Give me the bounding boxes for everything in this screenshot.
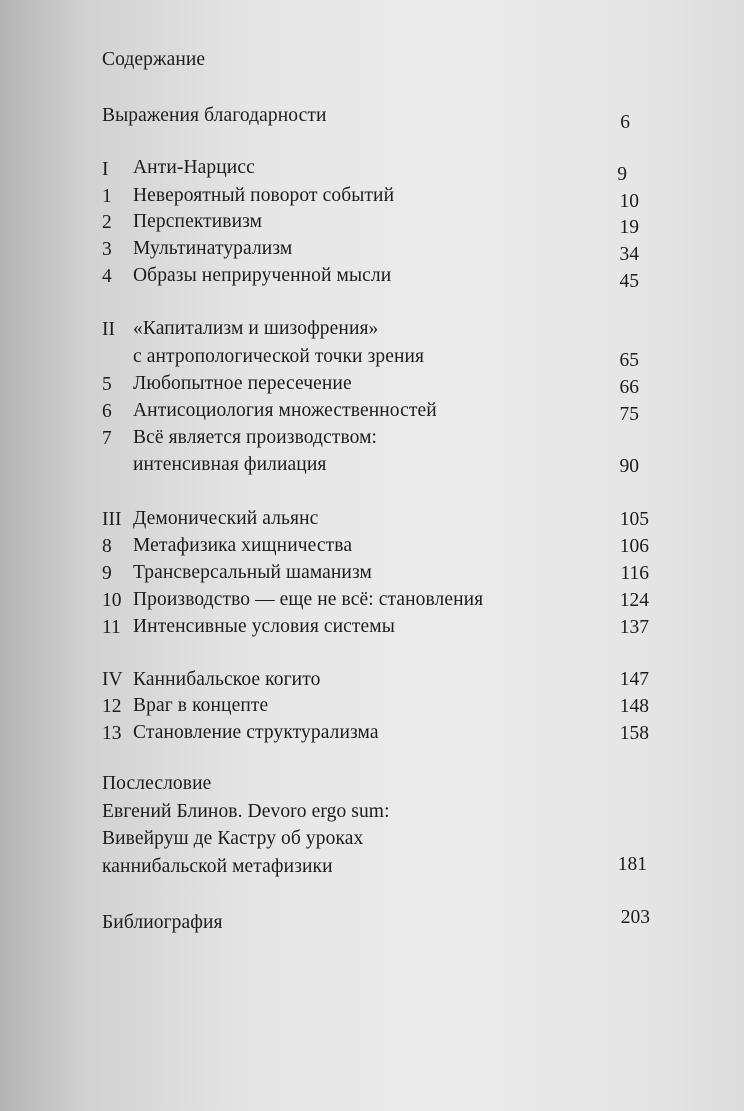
- toc-entry-page: 137: [619, 617, 649, 638]
- toc-entry-text: Невероятный поворот событий: [133, 185, 395, 206]
- toc-afterword-line: Вивейруш де Кастру об уроках: [102, 828, 364, 849]
- toc-entry-text: Каннибальское когито: [133, 669, 321, 690]
- toc-entry-page: 124: [619, 590, 649, 611]
- toc-entry-text: Анти-Нарцисс: [133, 157, 255, 178]
- toc-entry-text: Становление структурализма: [133, 722, 379, 743]
- toc-entry-page: 45: [619, 271, 639, 292]
- toc-part-number: I: [102, 159, 109, 180]
- toc-entry-page: 10: [619, 191, 639, 212]
- toc-chapter-number: 11: [102, 617, 121, 638]
- toc-chapter-number: 6: [102, 401, 112, 422]
- toc-entry-text: Метафизика хищничества: [133, 535, 353, 556]
- toc-entry-text-continued: интенсивная филиация: [133, 454, 327, 475]
- toc-entry-page: 116: [620, 563, 649, 584]
- toc-chapter-number: 9: [102, 563, 112, 584]
- toc-entry-page: 75: [619, 404, 639, 425]
- toc-part-number: III: [102, 509, 122, 530]
- toc-afterword-line: Евгений Блинов. Devoro ergo sum:: [102, 801, 390, 822]
- toc-entry-text: Выражения благодарности: [102, 105, 327, 126]
- toc-chapter-number: 2: [102, 212, 112, 233]
- toc-entry-page: 90: [619, 456, 639, 477]
- toc-entry-page: 147: [619, 669, 649, 690]
- toc-entry-text: «Капитализм и шизофрения»: [133, 318, 379, 339]
- toc-chapter-number: 5: [102, 374, 112, 395]
- toc-entry-text: Всё является производством:: [133, 427, 378, 448]
- toc-entry-page: 148: [619, 696, 649, 717]
- toc-part-number: IV: [102, 669, 123, 690]
- toc-entry-page: 66: [619, 377, 639, 398]
- toc-entry-page: 65: [619, 350, 639, 371]
- toc-chapter-number: 12: [102, 696, 122, 717]
- toc-entry-text: Антисоциология множественностей: [133, 400, 437, 421]
- toc-entry-text: Трансверсальный шаманизм: [133, 562, 372, 583]
- toc-part-number: II: [102, 319, 115, 340]
- toc-entry-text: Демонический альянс: [133, 508, 319, 529]
- toc-entry-text: Любопытное пересечение: [133, 373, 352, 394]
- toc-entry-text: Враг в концепте: [133, 695, 269, 716]
- toc-entry-text: Библиография: [102, 912, 223, 933]
- toc-chapter-number: 8: [102, 536, 112, 557]
- toc-entry-text: Образы неприрученной мысли: [133, 265, 392, 286]
- toc-entry-text: Интенсивные условия системы: [133, 616, 395, 637]
- toc-entry-text-continued: с антропологической точки зрения: [133, 346, 425, 367]
- toc-entry-text: Перспективизм: [133, 211, 263, 232]
- toc-chapter-number: 3: [102, 239, 112, 260]
- toc-afterword-heading: Послесловие: [102, 773, 212, 794]
- toc-entry-page: 158: [619, 723, 649, 744]
- toc-chapter-number: 4: [102, 266, 112, 287]
- toc-entry-page: 9: [617, 164, 627, 185]
- toc-chapter-number: 13: [102, 723, 122, 744]
- toc-entry-page: 34: [619, 244, 639, 265]
- toc-chapter-number: 7: [102, 428, 112, 449]
- toc-entry-text: Производство — еще не всё: становления: [133, 589, 484, 610]
- toc-entry-page: 19: [619, 217, 639, 238]
- toc-entry-page: 6: [620, 112, 630, 133]
- toc-title: Содержание: [102, 49, 206, 70]
- toc-entry-page: 106: [619, 536, 649, 557]
- toc-chapter-number: 1: [102, 186, 112, 207]
- toc-entry-text: Мультинатурализм: [133, 238, 293, 259]
- toc-entry-page: 105: [619, 509, 649, 530]
- toc-chapter-number: 10: [102, 590, 122, 611]
- toc-afterword-line: каннибальской метафизики: [102, 856, 333, 877]
- toc-entry-page: 203: [620, 907, 650, 928]
- toc-entry-page: 181: [617, 854, 647, 875]
